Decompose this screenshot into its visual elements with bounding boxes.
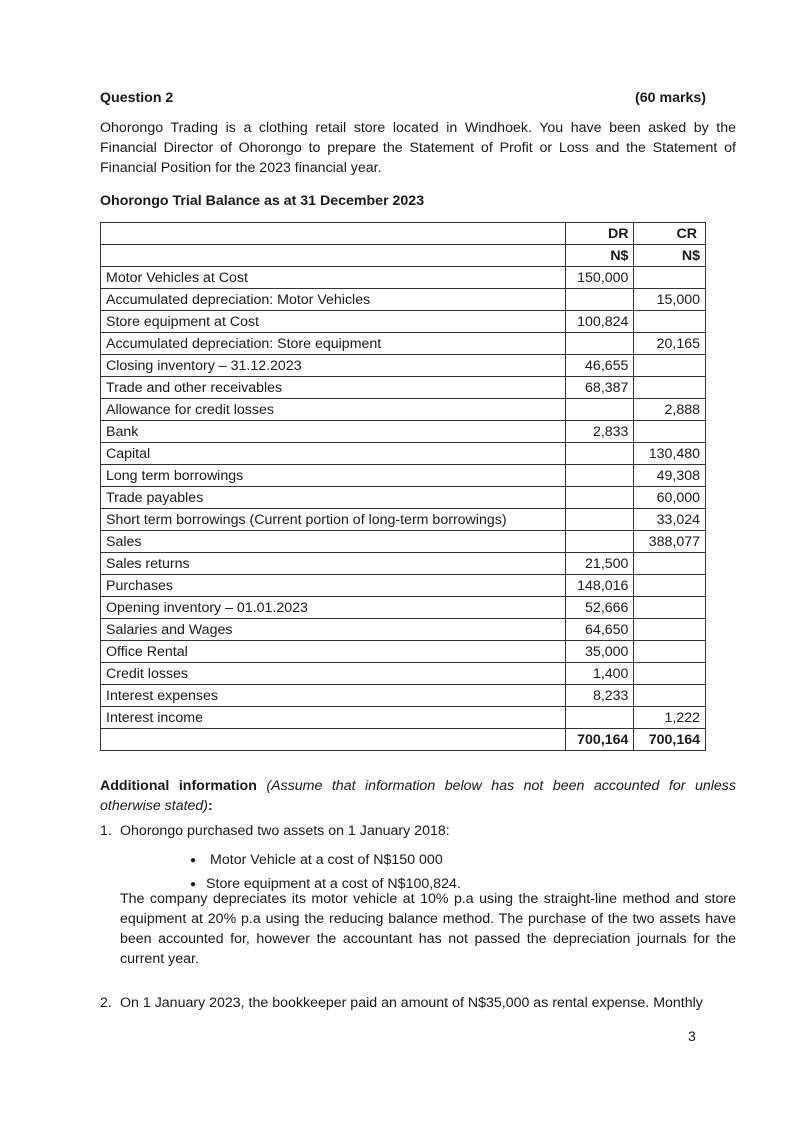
account-name: Salaries and Wages bbox=[101, 619, 566, 641]
table-row bbox=[101, 311, 706, 333]
cr-value bbox=[634, 619, 706, 641]
total-cr: 700,164 bbox=[634, 729, 706, 751]
bullet-icon: ● bbox=[190, 854, 197, 866]
dr-value: 64,650 bbox=[565, 619, 633, 641]
dr-value bbox=[565, 707, 633, 729]
table-row bbox=[101, 377, 706, 399]
account-name: Short term borrowings (Current portion of long-term borrowings) bbox=[101, 509, 566, 531]
table-row bbox=[101, 421, 706, 443]
table-header-row bbox=[101, 223, 706, 245]
cr-value: 60,000 bbox=[634, 487, 706, 509]
dr-value bbox=[565, 399, 633, 421]
trial-balance-title: Ohorongo Trial Balance as at 31 December 2023 bbox=[100, 193, 425, 209]
cr-value: 130,480 bbox=[634, 443, 706, 465]
table-row bbox=[101, 685, 706, 707]
cr-value bbox=[634, 421, 706, 443]
additional-heading: Additional information bbox=[100, 778, 257, 794]
account-name: Allowance for credit losses bbox=[101, 399, 566, 421]
totals-row bbox=[101, 729, 706, 751]
cr-value bbox=[634, 311, 706, 333]
dr-value: 2,833 bbox=[565, 421, 633, 443]
account-name: Long term borrowings bbox=[101, 465, 566, 487]
dr-value: 148,016 bbox=[565, 575, 633, 597]
bullet-item: ● Store equipment at a cost of N$100,824. bbox=[190, 876, 461, 892]
account-name: Accumulated depreciation: Store equipment bbox=[101, 333, 566, 355]
account-name: Trade and other receivables bbox=[101, 377, 566, 399]
additional-note: (Assume that information below has not been accounted for unless otherwise stated) bbox=[100, 778, 736, 814]
page-number: 3 bbox=[688, 1028, 696, 1044]
dr-value bbox=[565, 487, 633, 509]
table-row bbox=[101, 575, 706, 597]
header-dr: DR bbox=[565, 223, 633, 245]
account-name: Closing inventory – 31.12.2023 bbox=[101, 355, 566, 377]
dr-value: 100,824 bbox=[565, 311, 633, 333]
account-name: Office Rental bbox=[101, 641, 566, 663]
dr-value: 35,000 bbox=[565, 641, 633, 663]
unit-dr: N$ bbox=[565, 245, 633, 267]
bullet-item: ● Motor Vehicle at a cost of N$150 000 bbox=[190, 852, 443, 868]
cr-value: 2,888 bbox=[634, 399, 706, 421]
table-row bbox=[101, 487, 706, 509]
cr-value: 388,077 bbox=[634, 531, 706, 553]
account-name: Credit losses bbox=[101, 663, 566, 685]
table-row bbox=[101, 289, 706, 311]
dr-value: 1,400 bbox=[565, 663, 633, 685]
total-dr: 700,164 bbox=[565, 729, 633, 751]
intro-paragraph: Ohorongo Trading is a clothing retail store located in Windhoek. You have been asked by the Financial Director of Ohorongo to prepare the Statement of Profit or Loss and the Statement of Financial Position for the 2023 financial year. bbox=[100, 120, 736, 176]
unit-cr: N$ bbox=[634, 245, 706, 267]
table-row bbox=[101, 443, 706, 465]
cr-value bbox=[634, 685, 706, 707]
table-row bbox=[101, 333, 706, 355]
cr-value bbox=[634, 575, 706, 597]
cr-value bbox=[634, 355, 706, 377]
cr-value: 20,165 bbox=[634, 333, 706, 355]
cr-value bbox=[634, 377, 706, 399]
table-row bbox=[101, 597, 706, 619]
dr-value: 8,233 bbox=[565, 685, 633, 707]
dr-value bbox=[565, 465, 633, 487]
cr-value bbox=[634, 267, 706, 289]
dr-value: 150,000 bbox=[565, 267, 633, 289]
table-row bbox=[101, 355, 706, 377]
bullet-icon: ● bbox=[190, 878, 197, 890]
cr-value bbox=[634, 553, 706, 575]
account-name: Interest income bbox=[101, 707, 566, 729]
dr-value bbox=[565, 289, 633, 311]
cr-value bbox=[634, 641, 706, 663]
table-unit-row bbox=[101, 245, 706, 267]
account-name: Capital bbox=[101, 443, 566, 465]
account-name: Sales bbox=[101, 531, 566, 553]
cr-value bbox=[634, 597, 706, 619]
question-header bbox=[100, 90, 706, 106]
additional-info-heading bbox=[100, 776, 736, 816]
table-row bbox=[101, 465, 706, 487]
dr-value: 21,500 bbox=[565, 553, 633, 575]
dr-value bbox=[565, 531, 633, 553]
table-row bbox=[101, 399, 706, 421]
trial-balance-table bbox=[100, 222, 706, 751]
account-name: Accumulated depreciation: Motor Vehicles bbox=[101, 289, 566, 311]
table-row bbox=[101, 707, 706, 729]
cr-value: 1,222 bbox=[634, 707, 706, 729]
table-row bbox=[101, 509, 706, 531]
account-name: Bank bbox=[101, 421, 566, 443]
dr-value: 46,655 bbox=[565, 355, 633, 377]
item-text: On 1 January 2023, the bookkeeper paid an amount of N$35,000 as rental expense. Monthly bbox=[120, 995, 703, 1011]
cr-value: 33,024 bbox=[634, 509, 706, 531]
account-name: Purchases bbox=[101, 575, 566, 597]
item-number: 1. bbox=[100, 823, 112, 839]
header-cr: CR bbox=[634, 223, 706, 245]
dr-value: 68,387 bbox=[565, 377, 633, 399]
table-row bbox=[101, 641, 706, 663]
account-name: Sales returns bbox=[101, 553, 566, 575]
question-title: Question 2 bbox=[100, 90, 174, 106]
item-number: 2. bbox=[100, 995, 112, 1011]
account-name: Motor Vehicles at Cost bbox=[101, 267, 566, 289]
cr-value bbox=[634, 663, 706, 685]
dr-value bbox=[565, 443, 633, 465]
account-name: Interest expenses bbox=[101, 685, 566, 707]
table-row bbox=[101, 619, 706, 641]
dr-value bbox=[565, 333, 633, 355]
additional-colon: : bbox=[208, 798, 213, 814]
item-text: Ohorongo purchased two assets on 1 January 2018: bbox=[120, 823, 450, 839]
table-row bbox=[101, 531, 706, 553]
table-row bbox=[101, 267, 706, 289]
question-marks: (60 marks) bbox=[635, 90, 706, 106]
depreciation-paragraph: The company depreciates its motor vehicle at 10% p.a using the straight-line method and store equipment at 20% p.a using the reducing balance method. The purchase of the two assets have been accounted for, however the accountant has not passed the depreciation journals for the current year. bbox=[120, 891, 736, 967]
table-row bbox=[101, 553, 706, 575]
dr-value: 52,666 bbox=[565, 597, 633, 619]
table-row bbox=[101, 663, 706, 685]
account-name: Store equipment at Cost bbox=[101, 311, 566, 333]
account-name: Opening inventory – 01.01.2023 bbox=[101, 597, 566, 619]
account-name: Trade payables bbox=[101, 487, 566, 509]
cr-value: 15,000 bbox=[634, 289, 706, 311]
cr-value: 49,308 bbox=[634, 465, 706, 487]
dr-value bbox=[565, 509, 633, 531]
